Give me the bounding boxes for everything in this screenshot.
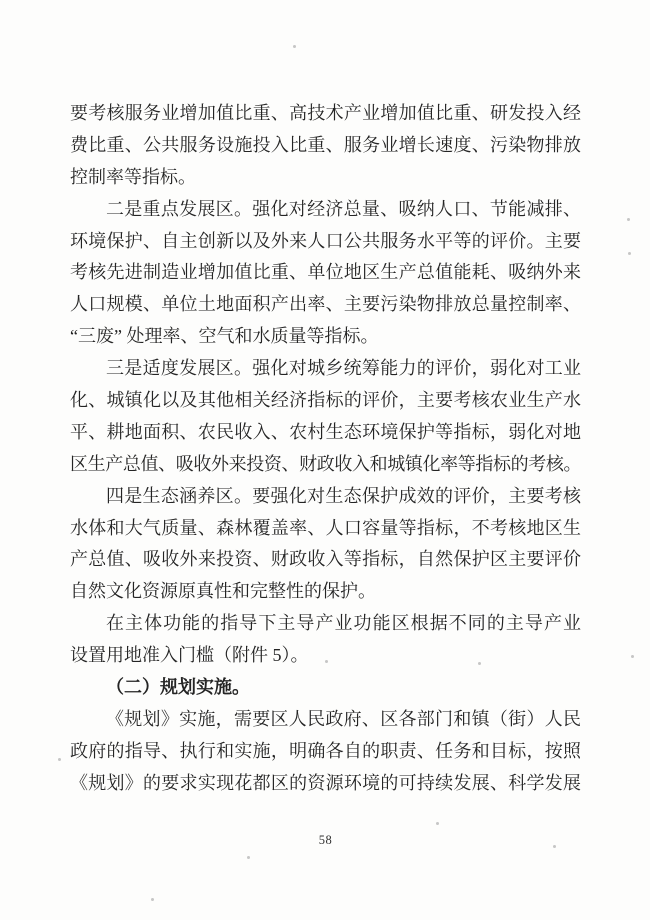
text-line: 《规划》的要求实现花都区的资源环境的可持续发展、科学发展	[70, 772, 581, 793]
text-line: 平、耕地面积、农民收入、农村生态环境保护等指标，弱化对地	[70, 421, 581, 442]
para-ecological-conservation-zone	[70, 481, 581, 609]
text-line: “三废” 处理率、空气和水质量等指标。	[70, 326, 379, 347]
scan-speck	[151, 898, 154, 901]
scan-speck	[631, 655, 634, 658]
text-line: 《规划》实施，需要区人民政府、区各部门和镇（街）人民	[106, 708, 581, 729]
scan-speck	[553, 845, 556, 848]
text-line: 自然文化资源原真性和完整性的保护。	[70, 581, 376, 602]
text-line: 控制率等指标。	[70, 166, 196, 187]
text-line: 考核先进制造业增加值比重、单位地区生产总值能耗、吸纳外来	[70, 262, 581, 283]
scan-speck	[628, 252, 631, 255]
scan-speck	[58, 758, 61, 761]
text-line: （二）规划实施。	[106, 677, 250, 698]
scan-speck	[436, 822, 439, 825]
text-line: 区生产总值、吸收外来投资、财政收入和城镇化率等指标的考核。	[70, 453, 581, 474]
text-line: 设置用地准入门槛（附件 5）。	[70, 645, 309, 666]
scan-speck	[325, 660, 328, 663]
text-line: 环境保护、自主创新以及外来人口公共服务水平等的评价。主要	[70, 230, 581, 251]
document-body	[70, 98, 581, 800]
text-line: 费比重、公共服务设施投入比重、服务业增长速度、污染物排放	[70, 134, 581, 155]
scan-speck	[478, 662, 481, 665]
section-heading	[70, 672, 581, 704]
text-line: 化、城镇化以及其他相关经济指标的评价，主要考核农业生产水	[70, 390, 581, 411]
text-line: 要考核服务业增加值比重、高技术产业增加值比重、研发投入经	[70, 103, 581, 123]
text-line: 产总值、吸收外来投资、财政收入等指标，自然保护区主要评价	[70, 549, 581, 570]
para-moderate-development-zone	[70, 353, 581, 481]
page-number: 58	[318, 833, 333, 847]
text-line: 在主体功能的指导下主导产业功能区根据不同的主导产业	[106, 613, 581, 634]
scan-speck	[293, 45, 296, 48]
para-service-industry-metrics	[70, 98, 581, 194]
para-key-development-zone	[70, 194, 581, 353]
scan-speck	[627, 218, 630, 221]
scan-speck	[247, 856, 250, 859]
text-line: 政府的指导、执行和实施，明确各自的职责、任务和目标，按照	[70, 740, 581, 761]
para-plan-implementation	[70, 704, 581, 800]
text-line: 水体和大气质量、森林覆盖率、人口容量等指标，不考核地区生	[70, 517, 581, 538]
text-line: 人口规模、单位土地面积产出率、主要污染物排放总量控制率、	[70, 294, 581, 315]
text-line: 二是重点发展区。强化对经济总量、吸纳人口、节能减排、	[106, 198, 581, 219]
text-line: 四是生态涵养区。要强化对生态保护成效的评价，主要考核	[106, 485, 581, 506]
text-line: 三是适度发展区。强化对城乡统筹能力的评价，弱化对工业	[106, 358, 581, 379]
